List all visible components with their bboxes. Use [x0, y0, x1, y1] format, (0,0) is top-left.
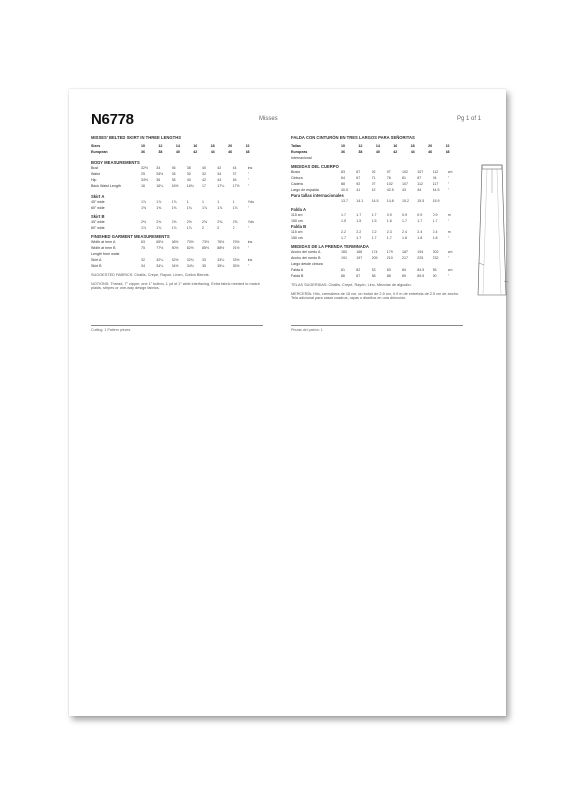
table-cell: cm: [447, 170, 453, 174]
table-cell: 44: [410, 150, 415, 154]
table-cell: 40: [175, 150, 180, 154]
table-cell: 16: [193, 144, 198, 148]
table-cell: cm: [447, 268, 453, 272]
table-cell: 16¾: [186, 184, 194, 188]
table-cell: 166: [356, 250, 363, 254]
table-cell: ins: [247, 258, 253, 262]
row-label: Tallas: [291, 144, 301, 148]
table-cell: 85½: [202, 246, 209, 250]
table-cell: 40.5: [341, 188, 348, 192]
table-cell: 2.4: [432, 230, 438, 234]
table-cell: 87: [356, 274, 361, 278]
body-measurements-table: [91, 165, 263, 189]
table-cell: 179: [386, 250, 393, 254]
table-cell: 22: [445, 144, 450, 148]
table-cell: 2.2: [371, 230, 377, 234]
table-cell: 84: [402, 268, 406, 272]
table-cell: 205: [371, 256, 378, 260]
table-cell: 75: [141, 246, 145, 250]
table-cell: 73½: [202, 240, 209, 244]
spanish-column: [291, 135, 463, 301]
intl-title-es: Para tallas internacionales: [291, 193, 344, 198]
row-label: Width at hem B: [91, 246, 116, 250]
table-cell: 64: [341, 176, 345, 180]
table-cell: 217: [402, 256, 408, 260]
table-cell: 48: [245, 150, 250, 154]
table-cell: 83: [371, 268, 376, 272]
row-label: Hip: [91, 178, 97, 182]
table-cell: 67: [356, 176, 361, 180]
table-cell: 197: [356, 256, 363, 260]
table-cell: 63: [141, 240, 145, 244]
table-cell: 83: [386, 268, 391, 272]
table-cell: 81: [341, 268, 345, 272]
sizes-table-es: [291, 143, 463, 161]
table-cell: 1⅞: [171, 226, 177, 230]
table-cell: ": [447, 236, 450, 240]
table-cell: 33¼: [217, 258, 225, 262]
table-cell: 102: [386, 182, 393, 186]
table-cell: 107: [402, 182, 408, 186]
row-label: Skirt B: [91, 264, 102, 268]
table-cell: Yds: [247, 200, 254, 204]
table-cell: 1.5: [341, 219, 346, 223]
table-cell: 34: [156, 166, 161, 170]
table-cell: 80½: [171, 246, 179, 250]
table-cell: 1⅞: [202, 206, 207, 210]
table-cell: 1⅞: [232, 206, 238, 210]
table-cell: 1⅞: [156, 200, 162, 204]
table-cell: 32: [202, 172, 206, 176]
table-cell: 44: [417, 188, 422, 192]
finished-measurements-table: [91, 239, 263, 269]
table-cell: 1⅞: [171, 200, 177, 204]
table-cell: 2.3: [386, 230, 392, 234]
table-cell: ": [247, 178, 250, 182]
table-cell: 65½: [156, 240, 164, 244]
misses-label: Misses: [259, 116, 278, 122]
row-label: Largo desde cintura: [291, 262, 323, 266]
row-label: Back Waist Length: [91, 184, 121, 188]
row-label: Waist: [91, 172, 100, 176]
table-cell: 18: [210, 144, 215, 148]
row-label: Length from waist: [91, 252, 120, 256]
row-label: Sizes: [91, 144, 101, 148]
table-cell: 88½: [217, 246, 225, 250]
row-label: 115 cm: [291, 213, 303, 217]
table-cell: 1⅞: [186, 226, 192, 230]
table-cell: ": [247, 246, 250, 250]
footer-right: Piezas del patrón: 1: [291, 328, 323, 332]
table-cell: 77½: [156, 246, 164, 250]
row-label: Falda B: [291, 274, 304, 278]
table-cell: ": [247, 172, 250, 176]
finished-measurements-table-es: [291, 249, 463, 279]
row-label: 150 cm: [291, 219, 303, 223]
table-cell: 2⅝: [232, 220, 238, 224]
table-cell: 112: [417, 182, 423, 186]
table-cell: 1: [186, 200, 189, 204]
table-cell: 2⅝: [217, 220, 223, 224]
table-cell: 14.1: [356, 199, 364, 203]
table-cell: ": [247, 184, 250, 188]
table-cell: 70½: [186, 240, 194, 244]
row-label: Width at hem A: [91, 240, 116, 244]
table-cell: 16: [141, 184, 145, 188]
table-cell: 1.6: [386, 219, 392, 223]
table-cell: 46: [228, 150, 233, 154]
garment-title: MISSES' BELTED SKIRT IN THREE LENGTHS: [91, 135, 182, 140]
table-cell: 1.7: [341, 236, 346, 240]
view-a-title-es: Falda A: [291, 207, 306, 212]
table-cell: 15.2: [402, 199, 409, 203]
table-cell: 83: [341, 170, 345, 174]
table-cell: 174: [371, 250, 378, 254]
table-cell: 34½: [171, 264, 179, 268]
table-cell: 13.7: [341, 199, 348, 203]
footer-left: Cutting: 1 Pattern pieces: [91, 328, 131, 332]
table-cell: 43: [402, 188, 406, 192]
table-cell: ": [447, 188, 450, 192]
table-cell: 1⅝: [156, 206, 162, 210]
table-cell: 34: [141, 264, 145, 268]
row-label: Ancho del ruedo B: [291, 256, 321, 260]
table-cell: 2: [232, 226, 235, 230]
notions: NOTIONS: Thread, 7" zipper, one 1" button, 1 yd of 1" wide interfacing. Extra fabric needed to match plaids, stripes or one-way design fabrics.: [91, 281, 260, 291]
english-column: [91, 135, 263, 291]
row-label: 150 cm: [291, 236, 303, 240]
table-cell: 210: [386, 256, 393, 260]
table-cell: 91½: [232, 246, 240, 250]
table-cell: 16¼: [156, 184, 164, 188]
table-cell: cm: [447, 250, 453, 254]
table-cell: 25: [141, 172, 145, 176]
table-cell: 1⅞: [141, 200, 146, 204]
row-label: 115 cm: [291, 230, 303, 234]
table-cell: 68½: [171, 240, 179, 244]
table-cell: 1¾: [186, 206, 192, 210]
pattern-number: N6778: [91, 111, 134, 128]
table-cell: 17¼: [217, 184, 225, 188]
table-cell: 86: [341, 274, 345, 278]
table-cell: 0.9: [417, 213, 423, 217]
table-cell: 88: [371, 274, 376, 278]
table-cell: 44: [232, 166, 237, 170]
table-cell: ": [447, 274, 450, 278]
table-cell: 194: [417, 250, 424, 254]
table-cell: 35½: [232, 264, 240, 268]
table-cell: 16½: [171, 184, 179, 188]
table-cell: 16: [393, 144, 398, 148]
body-measurements-title-es: MEDIDAS DEL CUERPO: [291, 164, 339, 169]
garment-title-es: FALDA CON CINTURÓN EN TRES LARGOS PARA SEÑORITAS: [291, 135, 415, 140]
table-cell: 0.9: [386, 213, 392, 217]
table-cell: 44.5: [432, 188, 440, 192]
table-cell: 202: [432, 250, 439, 254]
table-cell: 1⅞: [156, 226, 162, 230]
table-cell: 76½: [217, 240, 225, 244]
table-cell: ": [247, 206, 250, 210]
table-cell: 2⅜: [141, 220, 146, 224]
table-cell: 2½: [186, 220, 192, 224]
body-measurements-title: BODY MEASUREMENTS: [91, 160, 140, 165]
table-cell: 38: [171, 178, 176, 182]
table-cell: 40: [186, 178, 191, 182]
table-cell: 1⅞: [217, 206, 223, 210]
table-cell: 97: [371, 182, 376, 186]
row-label: Largo de espalda: [291, 188, 319, 192]
table-cell: 0.9: [432, 213, 438, 217]
footer-rule-right: [291, 325, 463, 326]
view-b-table-es: [291, 229, 463, 241]
finished-measurements-title: FINISHED GARMENT MEASUREMENTS: [91, 234, 170, 239]
table-cell: 102: [402, 170, 408, 174]
row-label: 45" wide: [91, 200, 105, 204]
table-cell: 92: [371, 170, 376, 174]
table-cell: 2⅜: [171, 220, 177, 224]
table-cell: ": [447, 256, 450, 260]
table-cell: 1.7: [356, 236, 362, 240]
table-cell: 42: [202, 178, 206, 182]
table-cell: 107: [417, 170, 424, 174]
table-cell: 81: [402, 176, 406, 180]
view-b-title: Skirt B: [91, 214, 105, 219]
table-cell: 20: [428, 144, 433, 148]
table-cell: 34¼: [156, 264, 164, 268]
table-cell: 1: [232, 200, 235, 204]
table-cell: 0.9: [402, 213, 407, 217]
row-label: Ancho del ruedo A: [291, 250, 321, 254]
table-cell: 1.7: [432, 219, 438, 223]
row-label: 45" wide: [91, 220, 105, 224]
table-cell: 41: [356, 188, 361, 192]
suggested-fabrics-es: TELAS SUGERIDAS: Challis, Crepé, Rayón, Lino, Mezclas de algodón.: [291, 283, 412, 287]
view-b-title-es: Falda B: [291, 224, 307, 229]
table-cell: 87: [417, 176, 422, 180]
table-cell: 32: [141, 258, 145, 262]
table-cell: 46: [232, 178, 237, 182]
table-cell: 15.9: [432, 199, 440, 203]
notions-es: MERCERÍA: Hilo, cremallera de 18 cm, un botón de 2.5 cm, 0.9 m de entretela de 2.5 cm de ancho. Tela adicional para casar cuadros, rayas o diseños en una dirección.: [291, 291, 459, 301]
table-cell: 34¾: [186, 264, 194, 268]
table-cell: 37: [232, 172, 237, 176]
table-row: [91, 183, 263, 189]
table-cell: 1⅞: [141, 226, 146, 230]
table-cell: 85: [432, 268, 437, 272]
table-cell: m: [447, 230, 451, 234]
table-cell: 12: [158, 144, 163, 148]
row-label: 60" wide: [91, 226, 105, 230]
table-cell: 90: [432, 274, 437, 278]
table-cell: 76: [386, 176, 391, 180]
table-cell: 1.5: [371, 219, 377, 223]
table-cell: 32½: [171, 258, 179, 262]
row-label: Internacional: [291, 156, 312, 160]
body-measurements-table-es: [291, 169, 463, 193]
table-cell: ins: [247, 240, 253, 244]
table-cell: 14.8: [386, 199, 394, 203]
table-cell: 232: [432, 256, 439, 260]
table-cell: 42: [193, 150, 198, 154]
suggested-fabrics: SUGGESTED FABRICS: Challis, Crepe, Rayon, Linen, Cotton Blends.: [91, 273, 210, 277]
row-label: Busto: [291, 170, 301, 174]
skirt-line-drawing: [476, 163, 510, 313]
table-cell: 88: [386, 274, 391, 278]
table-cell: 42.5: [386, 188, 394, 192]
table-cell: 89.5: [417, 274, 425, 278]
table-cell: 1: [217, 200, 220, 204]
table-cell: 2⅝: [202, 220, 207, 224]
table-cell: 33: [202, 258, 206, 262]
table-cell: 36: [341, 150, 345, 154]
table-cell: 44: [217, 178, 222, 182]
table-cell: 1.8: [402, 236, 407, 240]
table-cell: 2: [202, 226, 204, 230]
table-cell: 1.7: [341, 213, 346, 217]
table-cell: 2.2: [356, 230, 362, 234]
view-b-table: [91, 219, 263, 231]
row-label: Skirt A: [91, 258, 102, 262]
row-label: Falda A: [291, 268, 304, 272]
table-cell: 17: [202, 184, 206, 188]
table-cell: 2: [217, 226, 220, 230]
table-cell: 14: [375, 144, 380, 148]
table-cell: 79½: [232, 240, 240, 244]
table-cell: 1.7: [356, 213, 362, 217]
table-cell: 97: [386, 170, 391, 174]
table-cell: 88: [341, 182, 345, 186]
table-cell: 225: [417, 256, 424, 260]
row-label: Europeas: [291, 150, 308, 154]
table-cell: 94: [432, 176, 437, 180]
table-cell: 42: [371, 188, 376, 192]
table-cell: 26½: [156, 172, 164, 176]
table-cell: 1.7: [386, 236, 392, 240]
table-cell: 89: [402, 274, 406, 278]
table-cell: 1.7: [417, 219, 423, 223]
page-label: Pg 1 of 1: [457, 116, 482, 122]
table-cell: 71: [371, 176, 376, 180]
table-cell: ": [247, 264, 250, 268]
table-cell: 10: [141, 144, 145, 148]
table-cell: 12: [358, 144, 363, 148]
table-cell: 2.4: [402, 230, 407, 234]
table-cell: 28: [171, 172, 176, 176]
table-cell: 1.7: [402, 219, 407, 223]
pattern-envelope-sheet: [69, 89, 506, 716]
view-a-table: [91, 199, 263, 211]
view-a-title: Skirt A: [91, 194, 105, 199]
table-cell: 20: [228, 144, 233, 148]
table-cell: 22: [245, 144, 250, 148]
table-cell: 38: [358, 150, 363, 154]
table-cell: ": [447, 182, 450, 186]
table-cell: 1⅝: [141, 206, 146, 210]
table-cell: 92: [356, 182, 361, 186]
table-cell: 17½: [232, 184, 240, 188]
row-label: European: [91, 150, 108, 154]
row-label: Bust: [91, 166, 99, 170]
table-cell: 42: [393, 150, 398, 154]
table-cell: 1.8: [432, 236, 438, 240]
table-cell: 38: [158, 150, 163, 154]
view-a-table-es: [291, 212, 463, 224]
table-cell: 2⅜: [156, 220, 162, 224]
table-cell: 84.5: [417, 268, 425, 272]
table-cell: ": [447, 176, 450, 180]
table-cell: m: [447, 213, 451, 217]
table-cell: 1⅝: [171, 206, 177, 210]
table-cell: 14: [175, 144, 180, 148]
finished-measurements-title-es: MEDIDAS DE LA PRENDA TERMINADA: [291, 244, 369, 249]
row-label: Cadera: [291, 182, 303, 186]
table-cell: 1.8: [417, 236, 423, 240]
table-cell: 35¼: [217, 264, 225, 268]
table-cell: ins: [247, 166, 253, 170]
table-cell: 87: [356, 170, 361, 174]
row-label: Cintura: [291, 176, 303, 180]
table-cell: 14.5: [371, 199, 379, 203]
table-cell: 42: [217, 166, 222, 170]
table-cell: ": [447, 219, 450, 223]
table-cell: 38: [186, 166, 191, 170]
table-cell: 2.2: [341, 230, 346, 234]
table-cell: 2.4: [417, 230, 423, 234]
table-cell: 35: [202, 264, 206, 268]
table-cell: 36: [171, 166, 176, 170]
table-cell: 32¼: [156, 258, 164, 262]
table-cell: 40: [202, 166, 206, 170]
table-cell: 1.5: [356, 219, 362, 223]
table-cell: 15.5: [417, 199, 425, 203]
footer-rule-left: [91, 325, 263, 326]
table-cell: 33½: [232, 258, 240, 262]
sizes-table: [91, 143, 263, 155]
table-cell: 10: [341, 144, 345, 148]
table-cell: 32½: [141, 166, 148, 170]
table-cell: 191: [341, 256, 347, 260]
table-cell: 30: [186, 172, 191, 176]
table-cell: 44: [210, 150, 215, 154]
table-cell: 112: [432, 170, 439, 174]
table-cell: 117: [432, 182, 439, 186]
table-cell: 1.7: [371, 236, 377, 240]
table-cell: 40: [375, 150, 380, 154]
table-cell: 187: [402, 250, 408, 254]
table-cell: 46: [428, 150, 433, 154]
table-cell: 82: [356, 268, 361, 272]
table-cell: ": [247, 226, 250, 230]
row-label: 60" wide: [91, 206, 105, 210]
table-cell: 48: [445, 150, 450, 154]
table-cell: 1.7: [371, 213, 377, 217]
table-cell: 18: [410, 144, 415, 148]
table-cell: 1: [202, 200, 204, 204]
table-cell: 32¾: [186, 258, 194, 262]
table-cell: 36: [141, 150, 145, 154]
table-cell: 160: [341, 250, 347, 254]
table-cell: 34: [217, 172, 222, 176]
table-cell: 82½: [186, 246, 194, 250]
table-cell: Yds: [247, 220, 254, 224]
table-cell: 34½: [141, 178, 148, 182]
table-cell: 36: [156, 178, 161, 182]
